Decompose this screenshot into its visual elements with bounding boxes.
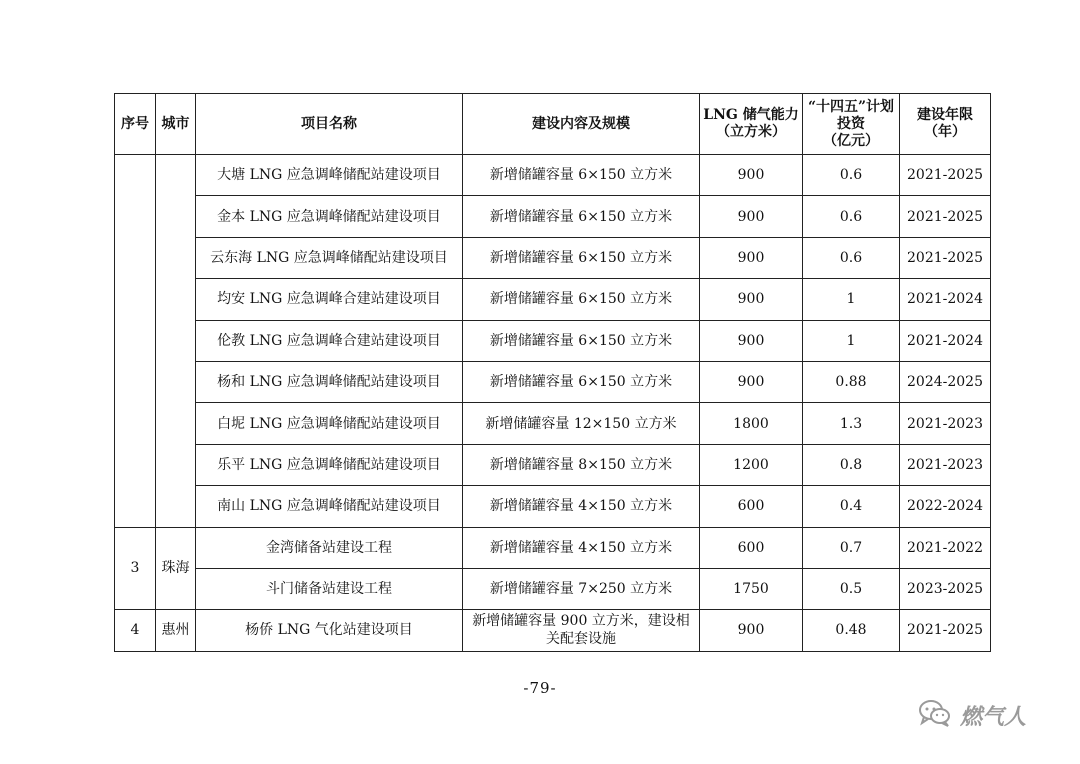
table-row [115,237,991,278]
page-number: -79- [523,679,557,697]
capacity-cell: 600 [700,486,803,527]
capacity-cell: 900 [700,610,803,651]
invest-cell: 0.5 [803,568,900,609]
project-cell: 杨侨 LNG 气化站建设项目 [196,610,463,651]
seq-cell-blank [115,155,156,528]
invest-cell: 0.6 [803,237,900,278]
table-row [115,568,991,609]
table-row [115,444,991,485]
invest-cell: 1 [803,320,900,361]
table-row [115,279,991,320]
years-cell: 2021-2025 [900,196,991,237]
wechat-icon [918,698,952,732]
content-cell [463,610,700,651]
header-project: 项目名称 [196,94,463,155]
invest-cell: 0.48 [803,610,900,651]
table-row [115,610,991,651]
project-cell: 南山 LNG 应急调峰储配站建设项目 [196,486,463,527]
header-capacity-line2: （立方米） [716,124,786,140]
years-cell: 2022-2024 [900,486,991,527]
table-row [115,527,991,568]
header-years [900,94,991,155]
project-cell: 斗门储备站建设工程 [196,568,463,609]
table-row [115,155,991,196]
years-cell: 2021-2025 [900,237,991,278]
table-row [115,320,991,361]
invest-cell: 1 [803,279,900,320]
project-cell: 杨和 LNG 应急调峰储配站建设项目 [196,361,463,402]
content-cell: 新增储罐容量 6×150 立方米 [463,155,700,196]
project-table [114,93,991,652]
table-row [115,196,991,237]
capacity-cell: 900 [700,361,803,402]
table-row [115,361,991,402]
seq-cell: 4 [115,610,156,651]
years-cell: 2021-2025 [900,155,991,196]
invest-cell: 0.4 [803,486,900,527]
header-invest [803,94,900,155]
capacity-cell: 900 [700,155,803,196]
content-cell: 新增储罐容量 6×150 立方米 [463,320,700,361]
capacity-cell: 600 [700,527,803,568]
header-years-line2: （年） [924,124,966,140]
capacity-cell: 900 [700,320,803,361]
header-capacity [700,94,803,155]
project-cell: 乐平 LNG 应急调峰储配站建设项目 [196,444,463,485]
project-cell: 均安 LNG 应急调峰合建站建设项目 [196,279,463,320]
invest-cell: 0.8 [803,444,900,485]
invest-cell: 0.6 [803,196,900,237]
header-content: 建设内容及规模 [463,94,700,155]
years-cell: 2021-2023 [900,403,991,444]
years-cell: 2021-2023 [900,444,991,485]
content-line2: 关配套设施 [546,631,616,648]
years-cell: 2023-2025 [900,568,991,609]
capacity-cell: 900 [700,279,803,320]
content-cell: 新增储罐容量 6×150 立方米 [463,237,700,278]
city-cell: 惠州 [156,610,196,651]
project-cell: 白坭 LNG 应急调峰储配站建设项目 [196,403,463,444]
city-cell: 珠海 [156,527,196,610]
city-cell-blank [156,155,196,528]
table-row [115,403,991,444]
header-invest-line3: （亿元） [823,132,879,149]
project-cell: 大塘 LNG 应急调峰储配站建设项目 [196,155,463,196]
header-seq: 序号 [115,94,156,155]
content-cell: 新增储罐容量 6×150 立方米 [463,361,700,402]
project-cell: 伦教 LNG 应急调峰合建站建设项目 [196,320,463,361]
header-invest-line1: “十四五”计划 [807,98,895,115]
content-cell: 新增储罐容量 8×150 立方米 [463,444,700,485]
years-cell: 2021-2022 [900,527,991,568]
capacity-cell: 900 [700,237,803,278]
table-row [115,486,991,527]
years-cell: 2024-2025 [900,361,991,402]
header-capacity-line1: LNG 储气能力 [703,107,799,123]
content-cell: 新增储罐容量 6×150 立方米 [463,279,700,320]
content-cell: 新增储罐容量 12×150 立方米 [463,403,700,444]
project-cell: 金本 LNG 应急调峰储配站建设项目 [196,196,463,237]
years-cell: 2021-2024 [900,320,991,361]
capacity-cell: 1750 [700,568,803,609]
seq-cell: 3 [115,527,156,610]
capacity-cell: 1800 [700,403,803,444]
content-line1: 新增储罐容量 900 立方米，建设相 [472,613,690,630]
capacity-cell: 1200 [700,444,803,485]
project-cell: 云东海 LNG 应急调峰储配站建设项目 [196,237,463,278]
invest-cell: 1.3 [803,403,900,444]
years-cell: 2021-2024 [900,279,991,320]
header-years-line1: 建设年限 [917,107,973,123]
invest-cell: 0.6 [803,155,900,196]
header-invest-line2: 投资 [837,115,865,132]
watermark [918,698,1026,732]
header-row [115,94,991,155]
content-cell: 新增储罐容量 6×150 立方米 [463,196,700,237]
invest-cell: 0.7 [803,527,900,568]
invest-cell: 0.88 [803,361,900,402]
project-cell: 金湾储备站建设工程 [196,527,463,568]
years-cell: 2021-2025 [900,610,991,651]
content-cell: 新增储罐容量 4×150 立方米 [463,486,700,527]
watermark-text: 燃气人 [960,704,1027,730]
capacity-cell: 900 [700,196,803,237]
content-cell: 新增储罐容量 7×250 立方米 [463,568,700,609]
header-city: 城市 [156,94,196,155]
content-cell: 新增储罐容量 4×150 立方米 [463,527,700,568]
